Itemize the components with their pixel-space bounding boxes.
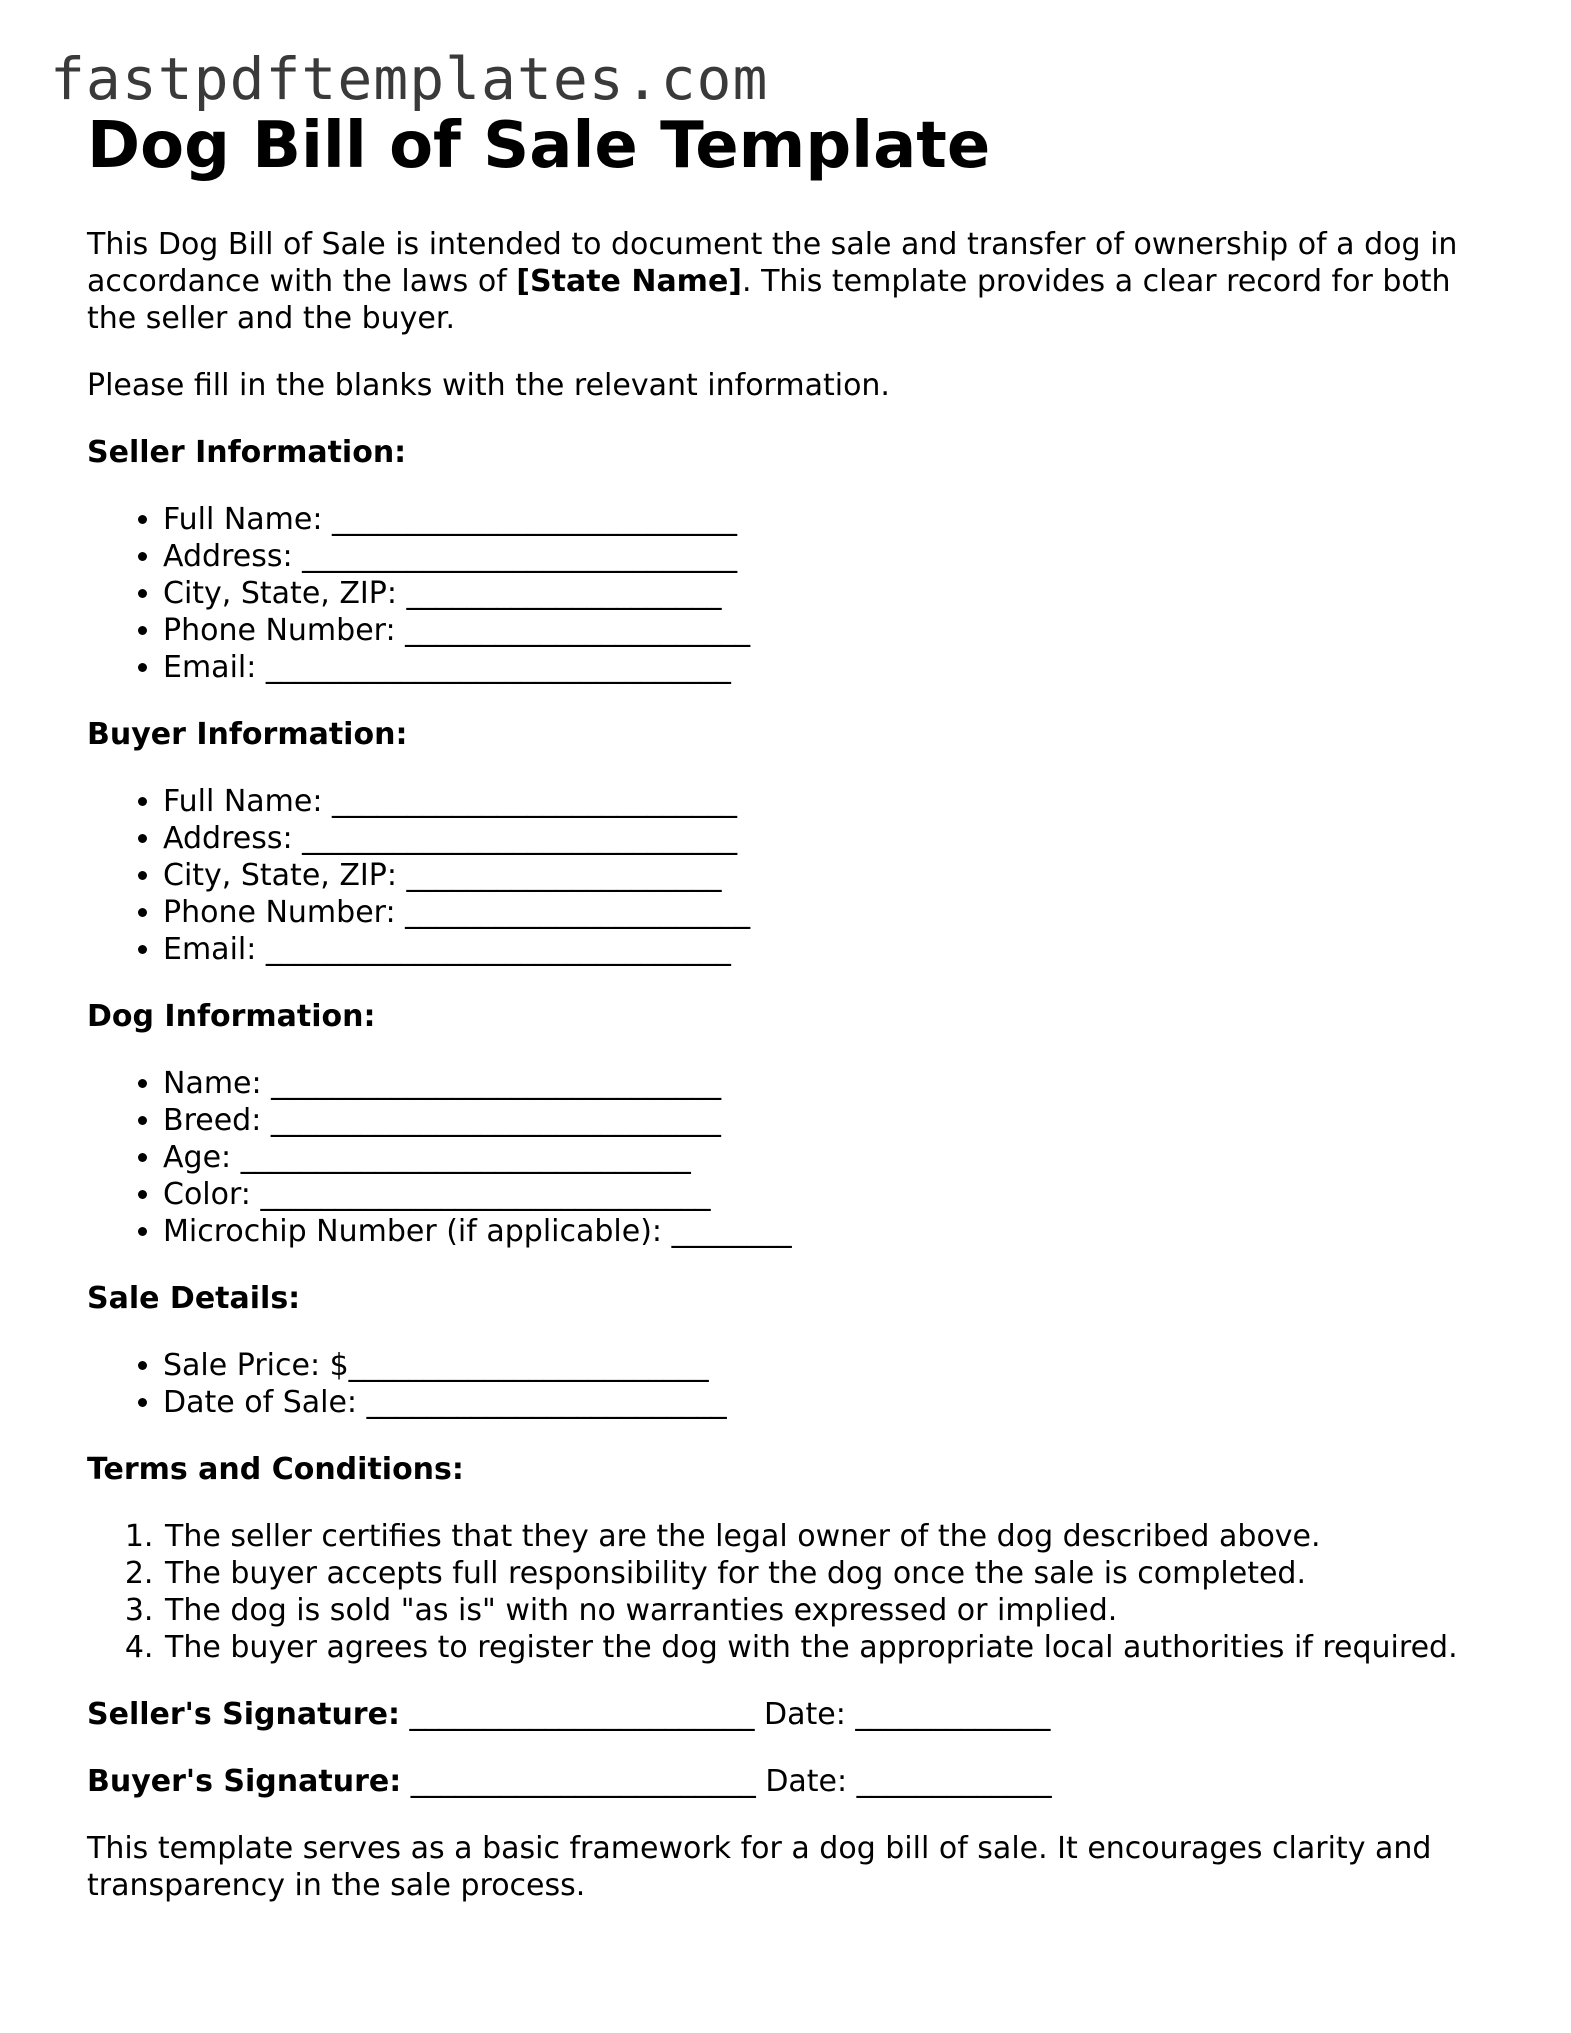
term-item: 1. The seller certifies that they are the legal owner of the dog described above.	[163, 1518, 1507, 1555]
intro-text-after: . This template provides a clear record for both the seller and the buyer.	[87, 263, 1451, 336]
fill-in-blank[interactable]: ______________________________	[270, 1102, 721, 1138]
list-item	[163, 894, 1507, 931]
list-item	[163, 857, 1507, 894]
seller-signature-line	[87, 1696, 1507, 1733]
state-name-placeholder: [State Name]	[516, 263, 742, 299]
field-label: Address:	[163, 820, 293, 856]
field-label: Email:	[163, 649, 257, 685]
fill-in-blank[interactable]: _____________________________	[302, 538, 738, 574]
buyer-signature-label: Buyer's Signature:	[87, 1763, 402, 1799]
instruction-paragraph: Please fill in the blanks with the relevant information.	[87, 367, 890, 403]
intro-text-before: This Dog Bill of Sale is intended to document the sale and transfer of ownership of a dog in accordance with the laws of	[87, 226, 1458, 299]
field-label: Name:	[163, 1065, 262, 1101]
seller-signature-blank[interactable]: _______________________	[409, 1696, 755, 1732]
term-item: 4. The buyer agrees to register the dog with the appropriate local authorities if required.	[163, 1629, 1507, 1666]
list-item	[163, 783, 1507, 820]
field-label: Breed:	[163, 1102, 262, 1138]
fill-in-blank[interactable]: _______________________________	[265, 931, 731, 967]
fill-in-blank[interactable]: ________________________	[348, 1347, 709, 1383]
list-item	[163, 538, 1507, 575]
terms-heading: Terms and Conditions:	[87, 1451, 464, 1487]
closing-paragraph: This template serves as a basic framework for a dog bill of sale. It encourages clarity and transparency in the sale process.	[87, 1830, 1432, 1903]
list-item	[163, 1065, 1507, 1102]
field-label: City, State, ZIP:	[163, 575, 397, 611]
fill-in-blank[interactable]: _____________________	[406, 857, 722, 893]
fill-in-blank[interactable]: _______________________	[405, 612, 751, 648]
field-label: Microchip Number (if applicable):	[163, 1213, 663, 1249]
fill-in-blank[interactable]: ________	[671, 1213, 792, 1249]
field-label: Full Name:	[163, 501, 323, 537]
field-label: Email:	[163, 931, 257, 967]
list-item	[163, 1213, 1507, 1250]
fill-in-blank[interactable]: _____________________	[406, 575, 722, 611]
seller-signature-label: Seller's Signature:	[87, 1696, 400, 1732]
fill-in-blank[interactable]: _______________________________	[265, 649, 731, 685]
field-label: Address:	[163, 538, 293, 574]
field-label: City, State, ZIP:	[163, 857, 397, 893]
dog-fields-list	[87, 1065, 1507, 1250]
dog-heading: Dog Information:	[87, 998, 376, 1034]
list-item	[163, 820, 1507, 857]
seller-date-label: Date:	[764, 1696, 846, 1732]
fill-in-blank[interactable]: ______________________________	[271, 1065, 722, 1101]
fill-in-blank[interactable]: ___________________________	[332, 783, 737, 819]
field-label: Sale Price: $	[163, 1347, 349, 1383]
field-label: Phone Number:	[163, 894, 396, 930]
fill-in-blank[interactable]: _______________________	[405, 894, 751, 930]
list-item	[163, 1384, 1507, 1421]
buyer-date-label: Date:	[765, 1763, 848, 1799]
buyer-fields-list	[87, 783, 1507, 968]
seller-date-blank[interactable]: _____________	[855, 1696, 1051, 1732]
seller-fields-list	[87, 501, 1507, 686]
list-item	[163, 612, 1507, 649]
buyer-signature-blank[interactable]: _______________________	[410, 1763, 756, 1799]
watermark-text: fastpdftemplates.com	[50, 45, 769, 113]
list-item	[163, 649, 1507, 686]
buyer-signature-line	[87, 1763, 1507, 1800]
field-label: Full Name:	[163, 783, 323, 819]
sale-fields-list	[87, 1347, 1507, 1421]
page-title: Dog Bill of Sale Template	[87, 109, 991, 183]
fill-in-blank[interactable]: ________________________	[366, 1384, 727, 1420]
term-item: 2. The buyer accepts full responsibility for the dog once the sale is completed.	[163, 1555, 1507, 1592]
fill-in-blank[interactable]: ______________________________	[260, 1176, 711, 1212]
buyer-date-blank[interactable]: _____________	[856, 1763, 1052, 1799]
buyer-heading: Buyer Information:	[87, 716, 408, 752]
fill-in-blank[interactable]: ______________________________	[240, 1139, 691, 1175]
list-item	[163, 931, 1507, 968]
list-item	[163, 501, 1507, 538]
field-label: Color:	[163, 1176, 251, 1212]
list-item	[163, 1139, 1507, 1176]
list-item	[163, 1102, 1507, 1139]
intro-paragraph	[87, 226, 1507, 337]
terms-list	[87, 1518, 1507, 1666]
document-page	[87, 110, 1507, 1904]
sale-heading: Sale Details:	[87, 1280, 301, 1316]
list-item	[163, 575, 1507, 612]
field-label: Phone Number:	[163, 612, 396, 648]
fill-in-blank[interactable]: _____________________________	[302, 820, 738, 856]
seller-heading: Seller Information:	[87, 434, 407, 470]
term-item: 3. The dog is sold "as is" with no warranties expressed or implied.	[163, 1592, 1507, 1629]
list-item	[163, 1347, 1507, 1384]
fill-in-blank[interactable]: ___________________________	[332, 501, 737, 537]
field-label: Age:	[163, 1139, 232, 1175]
list-item	[163, 1176, 1507, 1213]
field-label: Date of Sale:	[163, 1384, 358, 1420]
